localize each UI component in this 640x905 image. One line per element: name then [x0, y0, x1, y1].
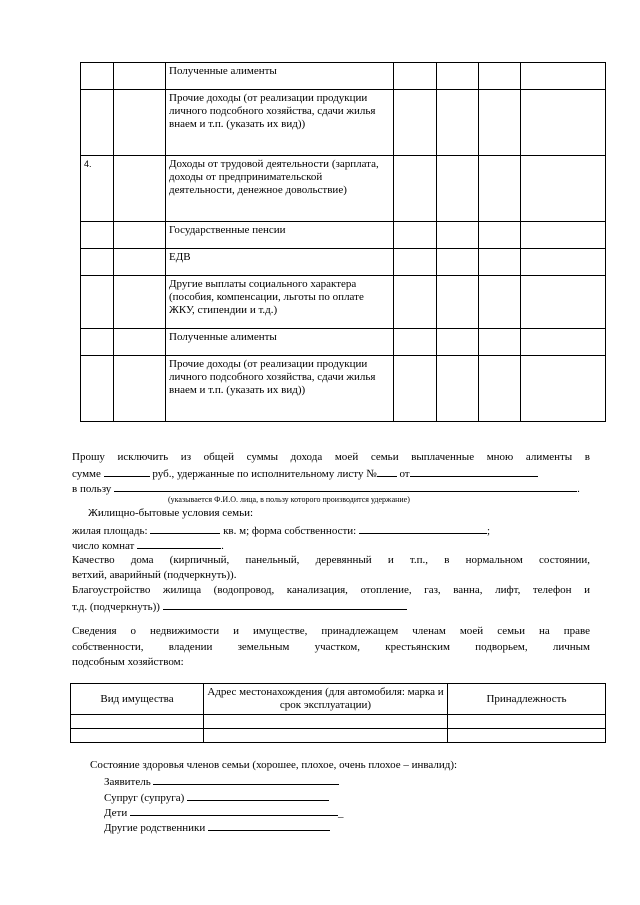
income-cell[interactable]	[479, 156, 521, 222]
income-cell[interactable]	[521, 63, 606, 90]
income-cell[interactable]	[394, 90, 437, 156]
property-table	[70, 683, 606, 743]
row-number	[81, 63, 114, 90]
alimony-line-1: Прошу исключить из общей суммы дохода моей семьи выплаченные мною алименты в	[72, 451, 590, 463]
quality-line-2: ветхий, аварийный (подчеркнуть)).	[72, 569, 237, 581]
health-spouse-line: Супруг (супруга)	[104, 789, 329, 805]
ownership-field[interactable]	[359, 522, 487, 534]
income-type-label: Прочие доходы (от реализации продукции личного подсобного хозяйства, сдачи жилья внаем и т.п. (указать их вид))	[166, 356, 394, 422]
children-health-field[interactable]	[130, 804, 338, 816]
alimony-line-2	[72, 465, 590, 481]
income-cell[interactable]	[479, 90, 521, 156]
spouse-health-field[interactable]	[187, 789, 329, 801]
table-row	[81, 249, 606, 276]
amenities-line-2: т.д. (подчеркнуть))	[72, 598, 590, 614]
income-type-label: ЕДВ	[166, 249, 394, 276]
income-cell[interactable]	[521, 222, 606, 249]
table-row	[81, 222, 606, 249]
income-cell[interactable]	[114, 222, 166, 249]
income-cell[interactable]	[521, 329, 606, 356]
income-type-label: Прочие доходы (от реализации продукции личного подсобного хозяйства, сдачи жилья внаем и т.п. (указать их вид))	[166, 90, 394, 156]
table-row	[71, 715, 606, 729]
income-cell[interactable]	[114, 63, 166, 90]
income-cell[interactable]	[521, 249, 606, 276]
applicant-health-field[interactable]	[153, 773, 339, 785]
income-cell[interactable]	[437, 276, 479, 329]
housing-rooms-line: число комнат .	[72, 537, 590, 553]
sum-label: сумме	[72, 468, 101, 480]
property-cell[interactable]	[71, 715, 204, 729]
income-cell[interactable]	[114, 276, 166, 329]
income-type-label: Полученные алименты	[166, 329, 394, 356]
income-cell[interactable]	[114, 90, 166, 156]
health-applicant-line: Заявитель	[104, 773, 339, 789]
health-relatives-line: Другие родственники	[104, 819, 330, 835]
income-cell[interactable]	[114, 156, 166, 222]
health-title: Состояние здоровья членов семьи (хорошее, плохое, очень плохое – инвалид):	[90, 759, 458, 771]
property-cell[interactable]	[204, 729, 448, 743]
income-cell[interactable]	[437, 156, 479, 222]
income-cell[interactable]	[394, 222, 437, 249]
income-cell[interactable]	[479, 63, 521, 90]
income-cell[interactable]	[479, 222, 521, 249]
table-row	[81, 90, 606, 156]
income-cell[interactable]	[394, 329, 437, 356]
income-cell[interactable]	[479, 356, 521, 422]
row-number	[81, 329, 114, 356]
property-cell[interactable]	[204, 715, 448, 729]
property-line-1: Сведения о недвижимости и имуществе, принадлежащем членам моей семьи на праве	[72, 625, 590, 637]
income-cell[interactable]	[437, 222, 479, 249]
alimony-line-3: в пользу .	[72, 480, 590, 496]
income-type-label: Государственные пенсии	[166, 222, 394, 249]
housing-title: Жилищно-бытовые условия семьи:	[88, 507, 254, 519]
income-cell[interactable]	[437, 356, 479, 422]
income-cell[interactable]	[394, 356, 437, 422]
income-type-label: Полученные алименты	[166, 63, 394, 90]
row-number	[81, 356, 114, 422]
relatives-health-field[interactable]	[208, 819, 330, 831]
table-row	[81, 276, 606, 329]
housing-area-line: жилая площадь: кв. м; форма собственности: ;	[72, 522, 590, 538]
date-label: от	[399, 468, 410, 480]
income-cell[interactable]	[479, 276, 521, 329]
income-cell[interactable]	[521, 90, 606, 156]
beneficiary-hint: (указывается Ф.И.О. лица, в пользу которого производится удержание)	[168, 495, 410, 504]
property-header-address: Адрес местонахождения (для автомобиля: марка и срок эксплуатации)	[204, 684, 448, 715]
income-cell[interactable]	[437, 63, 479, 90]
income-table	[80, 62, 606, 422]
income-cell[interactable]	[521, 356, 606, 422]
health-children-line: Дети _	[104, 804, 343, 820]
row-number	[81, 222, 114, 249]
row-number	[81, 276, 114, 329]
beneficiary-field[interactable]	[114, 480, 577, 492]
income-type-label: Доходы от трудовой деятельности (зарплата, доходы от предпринимательской деятельности, денежное довольствие)	[166, 156, 394, 222]
income-cell[interactable]	[479, 249, 521, 276]
area-field[interactable]	[150, 522, 220, 534]
property-header-ownership: Принадлежность	[448, 684, 606, 715]
income-cell[interactable]	[114, 249, 166, 276]
writ-number-field[interactable]	[377, 465, 397, 477]
income-cell[interactable]	[521, 276, 606, 329]
income-cell[interactable]	[114, 329, 166, 356]
income-cell[interactable]	[437, 249, 479, 276]
rooms-field[interactable]	[137, 537, 221, 549]
property-header-type: Вид имущества	[71, 684, 204, 715]
table-row	[81, 156, 606, 222]
property-cell[interactable]	[448, 729, 606, 743]
property-cell[interactable]	[448, 715, 606, 729]
table-row	[81, 329, 606, 356]
income-cell[interactable]	[394, 63, 437, 90]
quality-line-1: Качество дома (кирпичный, панельный, деревянный и т.п., в нормальном состоянии,	[72, 554, 590, 566]
sum-field[interactable]	[104, 465, 150, 477]
table-row	[71, 729, 606, 743]
amenities-line-1: Благоустройство жилища (водопровод, канализация, отопление, газ, ванна, лифт, телефон и	[72, 584, 590, 596]
income-type-label: Другие выплаты социального характера (пособия, компенсации, льготы по оплате ЖКУ, стипендии и т.д.)	[166, 276, 394, 329]
income-cell[interactable]	[479, 329, 521, 356]
income-cell[interactable]	[437, 90, 479, 156]
income-cell[interactable]	[394, 156, 437, 222]
income-cell[interactable]	[394, 276, 437, 329]
row-number	[81, 249, 114, 276]
property-line-3: подсобным хозяйством:	[72, 656, 184, 668]
property-line-2: собственности, владении земельным участком, крестьянским подворьем, личным	[72, 641, 590, 653]
table-row	[81, 63, 606, 90]
income-cell[interactable]	[521, 156, 606, 222]
income-cell[interactable]	[114, 356, 166, 422]
amenities-field[interactable]	[163, 598, 407, 610]
income-cell[interactable]	[437, 329, 479, 356]
writ-label: руб., удержанные по исполнительному листу №	[152, 468, 377, 480]
income-cell[interactable]	[394, 249, 437, 276]
row-number: 4.	[81, 156, 114, 222]
beneficiary-label: в пользу	[72, 483, 112, 495]
table-row	[81, 356, 606, 422]
property-cell[interactable]	[71, 729, 204, 743]
writ-date-field[interactable]	[410, 465, 538, 477]
row-number	[81, 90, 114, 156]
